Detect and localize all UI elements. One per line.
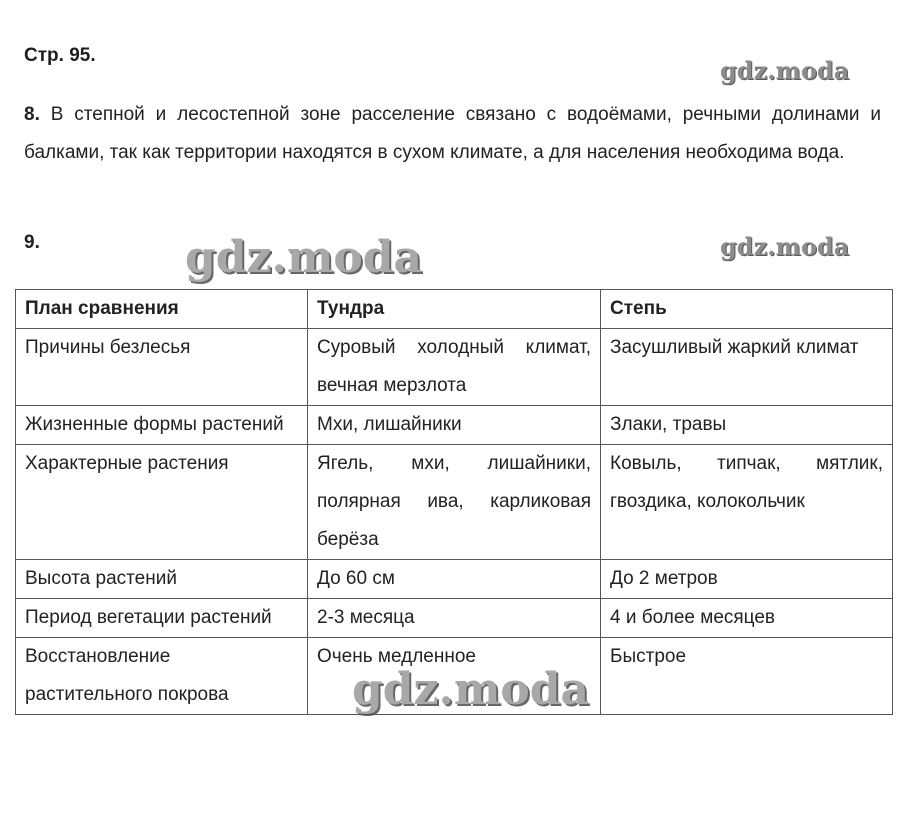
table-row <box>16 638 893 715</box>
table-row <box>16 329 893 406</box>
table-row <box>16 406 893 445</box>
watermark: gdz.moda <box>185 232 423 283</box>
steppe-cell: Злаки, травы <box>601 406 893 445</box>
task-8-text: В степной и лесостепной зоне расселение связано с водоёмами, речными долинами и балками, так как территории находятся в сухом климате, а для населения необходима вода. <box>24 104 881 163</box>
tundra-cell: Ягель, мхи, лишайники, полярная ива, карликовая берёза <box>308 445 601 560</box>
watermark: gdz.moda <box>720 232 850 261</box>
table-row <box>16 599 893 638</box>
tundra-cell: До 60 см <box>308 560 601 599</box>
row-label: Жизненные формы растений <box>16 406 308 445</box>
page-reference: Стр. 95. <box>24 45 96 66</box>
comparison-table <box>15 289 893 715</box>
row-label: Причины безлесья <box>16 329 308 406</box>
task-8-number: 8. <box>24 104 40 125</box>
tundra-cell: 2-3 месяца <box>308 599 601 638</box>
watermark: gdz.moda <box>720 56 850 85</box>
steppe-cell: До 2 метров <box>601 560 893 599</box>
row-label: Высота растений <box>16 560 308 599</box>
row-label: Период вегетации растений <box>16 599 308 638</box>
table-header-row <box>16 290 893 329</box>
watermark: gdz.moda <box>352 664 590 715</box>
header-comparison-plan: План сравнения <box>16 290 308 329</box>
tundra-cell: Суровый холодный климат, вечная мерзлота <box>308 329 601 406</box>
table-row <box>16 445 893 560</box>
header-steppe: Степь <box>601 290 893 329</box>
steppe-cell: 4 и более месяцев <box>601 599 893 638</box>
task-9-number: 9. <box>24 232 40 253</box>
steppe-cell: Засушливый жаркий климат <box>601 329 893 406</box>
steppe-cell: Быстрое <box>601 638 893 715</box>
tundra-cell: Очень медленное <box>308 638 601 715</box>
task-8-paragraph <box>24 96 881 172</box>
tundra-cell: Мхи, лишайники <box>308 406 601 445</box>
header-tundra: Тундра <box>308 290 601 329</box>
row-label: Характерные растения <box>16 445 308 560</box>
steppe-cell: Ковыль, типчак, мятлик, гвоздика, колокольчик <box>601 445 893 560</box>
table-row <box>16 560 893 599</box>
row-label: Восстановление растительного покрова <box>16 638 308 715</box>
